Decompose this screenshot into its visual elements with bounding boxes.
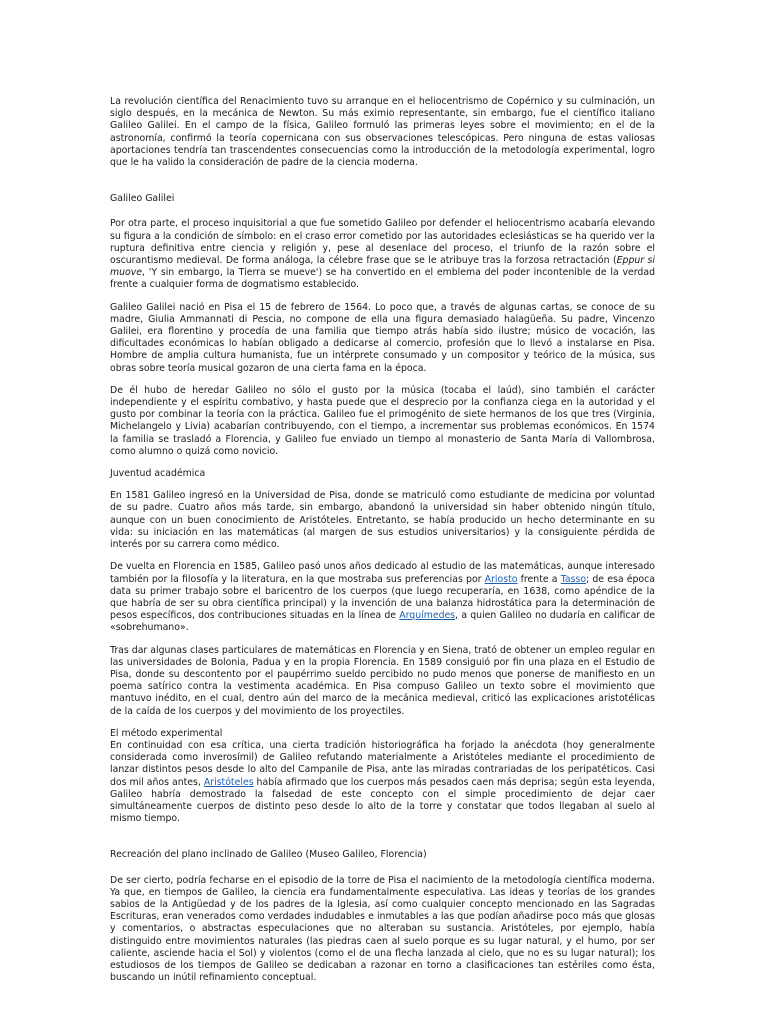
paragraph-metodologia: De ser cierto, podría fecharse en el episodio de la torre de Pisa el nacimiento de la metodología científica moderna. Ya que, en tiempos de Galileo, la ciencia era fundamentalmente especulativa. Las ideas y teorías de los grandes sabios de la Antigüedad y de los padres de la Iglesia, así como cualquier concepto mencionado en las Sagradas Escrituras, eran venerados como verdades indudables e inmutables a las que podían añadirse poco más que glosas y comentarios, o abstractas especulaciones que no alteraban su sustancia. Aristóteles, por ejemplo, había distinguido entre movimientos naturales (las piedras caen al suelo porque es su lugar natural, y el humo, por ser caliente, asciende hacia el Sol) y violentos (como el de una flecha lanzada al cielo, que no es su lugar natural); los estudiosos de los tiempos de Galileo se dedicaban a razonar en torno a clasificaciones tan estériles como ésta, buscando un inútil refinamiento conceptual. bbox=[110, 874, 655, 984]
section-heading-juventud: Juventud académica bbox=[110, 468, 206, 480]
link-tasso[interactable]: Tasso bbox=[560, 573, 587, 585]
paragraph-text: , 'Y sin embargo, la Tierra se mueve') se ha convertido en el emblema del poder incontenible de la verdad frente a cualquier forma de dogmatismo establecido. bbox=[110, 267, 655, 291]
section-heading-metodo: El método experimental bbox=[110, 727, 223, 739]
paragraph-nacimiento: Galileo Galilei nació en Pisa el 15 de febrero de 1564. Lo poco que, a través de algunas cartas, se conoce de su madre, Giulia Ammannati di Pescia, no compone de ella una figura demasiado halagüeña. Su padre, Vincenzo Galilei, era florentino y procedía de una familia que tiempo atrás había sido ilustre; músico de vocación, las dificultades económicas lo habían obligado a dedicarse al comercio, profesión que lo llevó a instalarse en Pisa. Hombre de amplia cultura humanista, fue un intérprete consumado y un compositor y teórico de la música, sus obras sobre teoría musical gozaron de una cierta fama en la época. bbox=[110, 301, 655, 374]
paragraph-universidad: En 1581 Galileo ingresó en la Universidad de Pisa, donde se matriculó como estudiante de medicina por voluntad de su padre. Cuatro años más tarde, sin embargo, abandonó la universidad sin haber obtenido ningún título, aunque con un buen conocimiento de Aristóteles. Entretanto, se había producido un hecho determinante en su vida: su iniciación en las matemáticas (al margen de sus estudios universitarios) y la consiguiente pérdida de interés por su carrera como médico. bbox=[110, 490, 655, 551]
intro-paragraph: La revolución científica del Renacimiento tuvo su arranque en el heliocentrismo de Copérnico y su culminación, un siglo después, en la mecánica de Newton. Su más eximio representante, sin embargo, fue el científico italiano Galileo Galilei. En el campo de la física, Galileo formuló las primeras leyes sobre el movimiento; en el de la astronomía, confirmó la teoría copernicana con sus observaciones telescópicas. Pero ninguna de estas valiosas aportaciones tendría tan trascendentes consecuencias como la introducción de la metodología experimental, logro que le ha valido la consideración de padre de la ciencia moderna. bbox=[110, 96, 655, 169]
latin-phrase: Eppur si muove bbox=[110, 255, 655, 279]
paragraph-text: Por otra parte, el proceso inquisitorial a que fue sometido Galileo por defender el heliocentrismo acabaría elevando su figura a la condición de símbolo: en el craso error cometido por las autoridades eclesiásticas se ha querido ver la ruptura definitiva entre ciencia y religión y, pese al desenlace del proceso, el triunfo de la razón sobre el oscurantismo medieval. De forma análoga, la célebre frase que se le atribuye tras la forzosa retractación ( bbox=[110, 218, 655, 267]
paragraph-text: había afirmado que los cuerpos más pesados caen más deprisa; según esta leyenda, Galileo habría demostrado la falsedad de este concepto con el simple procedimiento de dejar caer simultáneamente cuerpos de distinto peso desde lo alto de la torre y constatar que todos llegaban al suelo al mismo tiempo. bbox=[110, 776, 655, 825]
paragraph-proceso bbox=[110, 218, 655, 291]
link-ariosto[interactable]: Ariosto bbox=[484, 573, 518, 585]
section-heading-galileo: Galileo Galilei bbox=[110, 193, 175, 205]
paragraph-text: De vuelta en Florencia en 1585, Galileo pasó unos años dedicado al estudio de las matemáticas, aunque interesado también por la filosofía y la literatura, en la que mostraba sus preferencias por bbox=[110, 561, 655, 585]
paragraph-text: frente a bbox=[517, 573, 561, 585]
paragraph-torre bbox=[110, 740, 655, 825]
image-caption-recreacion: Recreación del plano inclinado de Galileo (Museo Galileo, Florencia) bbox=[110, 849, 427, 861]
link-aristoteles[interactable]: Aristóteles bbox=[203, 776, 254, 788]
paragraph-text: En continuidad con esa crítica, una cierta tradición historiográfica ha forjado la anécdota (hoy generalmente considerada como inverosímil) de Galileo refutando materialmente a Aristóteles mediante el procedimiento de lanzar distintos pesos desde lo alto del Campanile de Pisa, ante las miradas contrariadas de los peripatéticos. Casi dos mil años antes, bbox=[110, 739, 655, 788]
link-arquimedes[interactable]: Arquímedes bbox=[399, 610, 456, 622]
document-page bbox=[110, 96, 655, 984]
paragraph-herencia: De él hubo de heredar Galileo no sólo el gusto por la música (tocaba el laúd), sino también el carácter independiente y el espíritu combativo, y hasta puede que el desprecio por la confianza ciega en la autoridad y el gusto por combinar la teoría con la práctica. Galileo fue el primogénito de siete hermanos de los que tres (Virginia, Michelangelo y Livia) acabarían contribuyendo, con el tiempo, a incrementar sus problemas económicos. En 1574 la familia se trasladó a Florencia, y Galileo fue enviado un tiempo al monasterio de Santa María di Vallombrosa, como alumno o quizá como novicio. bbox=[110, 384, 655, 457]
paragraph-text: ; de esa época data su primer trabajo sobre el baricentro de los cuerpos (que luego recuperaría, en 1638, como apéndice de la que habría de ser su obra científica principal) y la invención de una balanza hidrostática para la determinación de pesos específicos, dos contribuciones situadas en la línea de bbox=[110, 573, 655, 622]
paragraph-florencia bbox=[110, 561, 655, 634]
paragraph-text: , a quien Galileo no dudaría en calificar de «sobrehumano». bbox=[110, 610, 656, 634]
paragraph-pisa: Tras dar algunas clases particulares de matemáticas en Florencia y en Siena, trató de obtener un empleo regular en las universidades de Bolonia, Padua y en la propia Florencia. En 1589 consiguió por fin una plaza en el Estudio de Pisa, donde su descontento por el paupérrimo sueldo percibido no pudo menos que ponerse de manifiesto en un poema satírico contra la vestimenta académica. En Pisa compuso Galileo un texto sobre el movimiento que mantuvo inédito, en el cual, dentro aún del marco de la mecánica medieval, criticó las explicaciones aristotélicas de la caída de los cuerpos y del movimiento de los proyectiles. bbox=[110, 644, 655, 717]
